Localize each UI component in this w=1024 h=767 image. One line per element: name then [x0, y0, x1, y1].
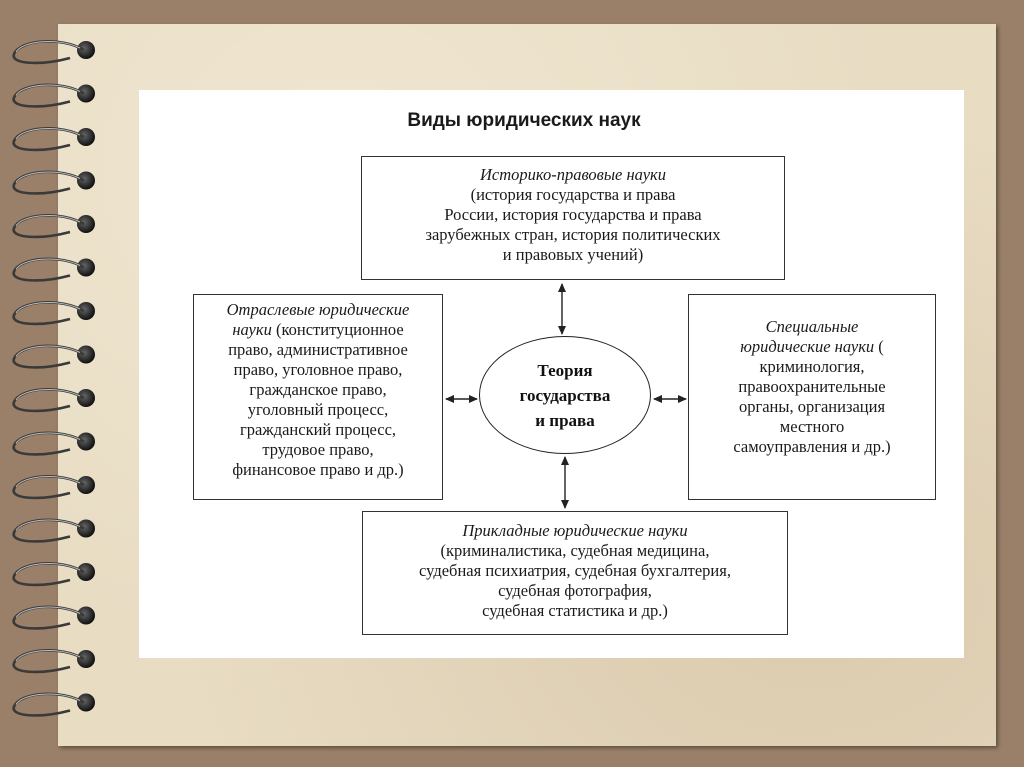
special-heading-line-1: Специальные	[765, 317, 859, 336]
center-line-3: и права	[535, 410, 595, 430]
branch-line-1: право, административное	[228, 340, 408, 359]
branch-line-3: гражданское право,	[249, 380, 387, 399]
branch-line-7: финансовое право и др.)	[232, 460, 404, 479]
special-line-1: криминология,	[759, 357, 865, 376]
special-line-2: правоохранительные	[738, 377, 886, 396]
historical-legal-line-3: зарубежных стран, история политических	[425, 225, 721, 244]
special-line-5: самоуправления и др.)	[733, 437, 891, 456]
historical-legal-heading: Историко-правовые науки	[480, 165, 666, 184]
special-open-paren: (	[874, 337, 884, 356]
applied-line-3: судебная фотография,	[498, 581, 652, 600]
historical-legal-line-1: (история государства и права	[470, 185, 676, 204]
special-line-4: местного	[779, 417, 845, 436]
branch-line-2: право, уголовное право,	[233, 360, 403, 379]
diagram-title: Виды юридических наук	[407, 110, 641, 131]
center-line-1: Теория	[537, 360, 593, 380]
branch-line-4: уголовный процесс,	[247, 400, 389, 419]
historical-legal-line-2: России, история государства и права	[444, 205, 702, 224]
applied-line-4: судебная статистика и др.)	[482, 601, 668, 620]
special-line-3: органы, организация	[738, 397, 886, 416]
applied-line-2: судебная психиатрия, судебная бухгалтерия,	[419, 561, 731, 580]
historical-legal-line-4: и правовых учений)	[502, 245, 644, 264]
center-line-2: государства	[519, 385, 611, 405]
applied-heading: Прикладные юридические науки	[462, 521, 688, 540]
branch-line-0: (конституционное	[271, 320, 404, 339]
branch-line-5: гражданский процесс,	[239, 420, 397, 439]
special-heading-line-2: юридические науки	[740, 337, 875, 356]
branch-heading-line-1: Отраслевые юридические	[226, 300, 410, 319]
branch-heading-line-2: науки	[232, 320, 272, 339]
branch-line-6: трудовое право,	[262, 440, 374, 459]
applied-line-1: (криминалистика, судебная медицина,	[440, 541, 710, 560]
